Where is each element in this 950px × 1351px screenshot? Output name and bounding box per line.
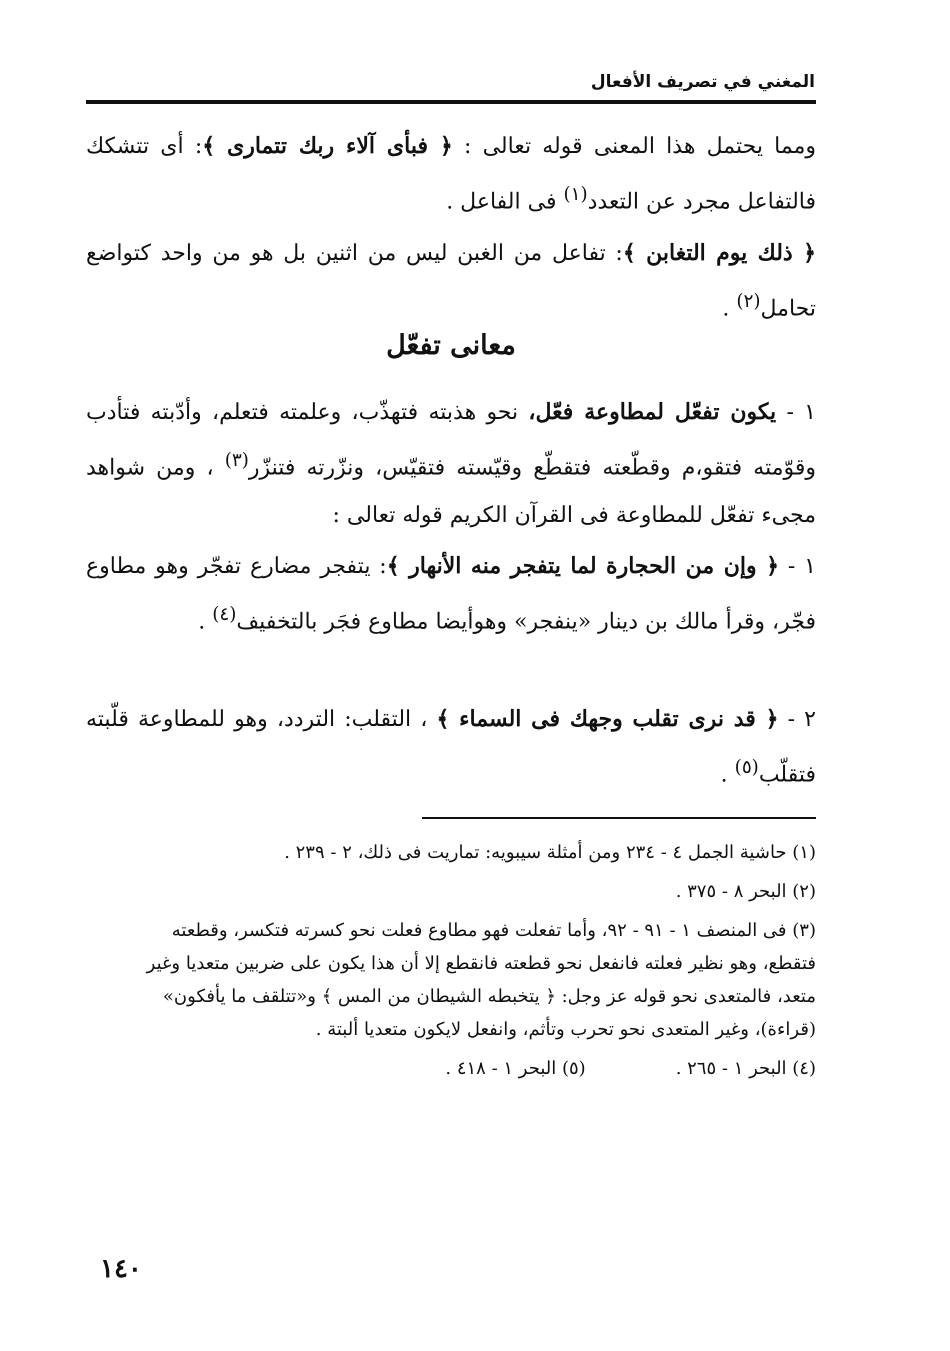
footnote-3: (٣) فى المنصف ١ - ٩١ - ٩٢، وأما تفعلت فهو مطاوع فعلت نحو كسرته فتكسر، وقطعته فتقطع، وهو نظير فعلته فانفعل نحو قطعته فانقطع إلا أن هذا يكون على ضربين متعديا وغير متعد، فالمتعدى نحو قوله عز وجل: ﴿ يتخبطه الشيطان من المس ﴾ و«تتلقف ما يأفكون» (قراءة)، وغير المتعدى نحو تحرب وتأثم، وانفعل لايكون متعديا ألبتة .	[146, 920, 816, 1040]
paragraph-text: فى الفاعل .	[446, 189, 564, 215]
footnote-row	[130, 1052, 816, 1085]
footnote-marker: (٣)	[224, 450, 249, 471]
footnote-5: (٥) البحر ١ - ٤١٨ .	[445, 1058, 586, 1079]
quran-verse: ﴿ ذلك يوم التغابن ﴾	[622, 240, 816, 266]
paragraph-text: : تفاعل من الغبن ليس من اثنين بل هو من واحد كتواضع تحامل	[86, 241, 816, 322]
paragraph-1	[86, 122, 816, 226]
quran-verse: ﴿ قد نرى تقلب وجهك فى السماء ﴾	[436, 706, 779, 732]
paragraph-2	[86, 229, 816, 333]
paragraph-4	[86, 542, 816, 646]
paragraph-text: ، ومن شواهد مجىء تفعّل للمطاوعة فى القرآن الكريم قوله تعالى :	[86, 455, 816, 529]
paragraph-text: .	[720, 762, 735, 788]
footnote-marker: (٤)	[212, 604, 237, 625]
footnotes	[130, 836, 816, 1091]
footnote-marker: (٥)	[734, 757, 759, 778]
page-number: ١٤٠	[100, 1254, 142, 1284]
paragraph-3	[86, 388, 816, 540]
footnote-1: (١) حاشية الجمل ٤ - ٢٣٤ ومن أمثلة سيبويه: تماريت فى ذلك، ٢ - ٢٣٩ .	[284, 842, 816, 863]
footnote-4: (٤) البحر ١ - ٢٦٥ .	[675, 1058, 816, 1079]
quran-verse: ﴿ وإن من الحجارة لما يتفجر منه الأنهار ﴾	[386, 553, 780, 579]
paragraph-text: : يتفجر مضارع تفجّر وهو مطاوع فجّر، وقرأ مالك بن دينار «ينفجر» وهوأيضا مطاوع فجَر بالتخفيف	[86, 554, 816, 635]
paragraph-text: نحو هذبته فتهذّب، وعلمته فتعلم، وأدّبته فتأدب وقوّمته فتقو،م وقطّعته فتقطّع وقيّسته فتقيّس، ونزّرته فتنزّر	[86, 400, 817, 481]
item-number: ١ -	[776, 400, 816, 425]
running-header-title: المغني في تصريف الأفعال	[590, 72, 815, 92]
footnote-marker: (٢)	[736, 291, 761, 312]
paragraph-text: ومما يحتمل هذا المعنى قوله تعالى :	[452, 134, 817, 159]
footnote-separator	[422, 817, 816, 819]
paragraph-text: ، التقلب: التردد، وهو للمطاوعة قلّبته فتقلّب	[86, 707, 816, 788]
item-number: ١ -	[779, 554, 816, 579]
item-number: ٢ -	[778, 707, 816, 732]
header-rule	[86, 100, 816, 104]
footnote-marker: (١)	[563, 184, 588, 205]
paragraph-text: .	[198, 609, 213, 635]
quran-verse: ﴿ فبأى آلاء ربك تتمارى ﴾	[202, 133, 453, 159]
bold-rule: يكون تفعّل لمطاوعة فعّل،	[528, 399, 777, 425]
paragraph-text: .	[722, 296, 737, 322]
paragraph-text: : أى تتشكك فالتفاعل مجرد عن التعدد	[86, 134, 816, 215]
footnote-2: (٢) البحر ٨ - ٣٧٥ .	[675, 881, 816, 902]
paragraph-5	[86, 695, 816, 799]
section-heading: معانى تفعّل	[386, 330, 516, 361]
